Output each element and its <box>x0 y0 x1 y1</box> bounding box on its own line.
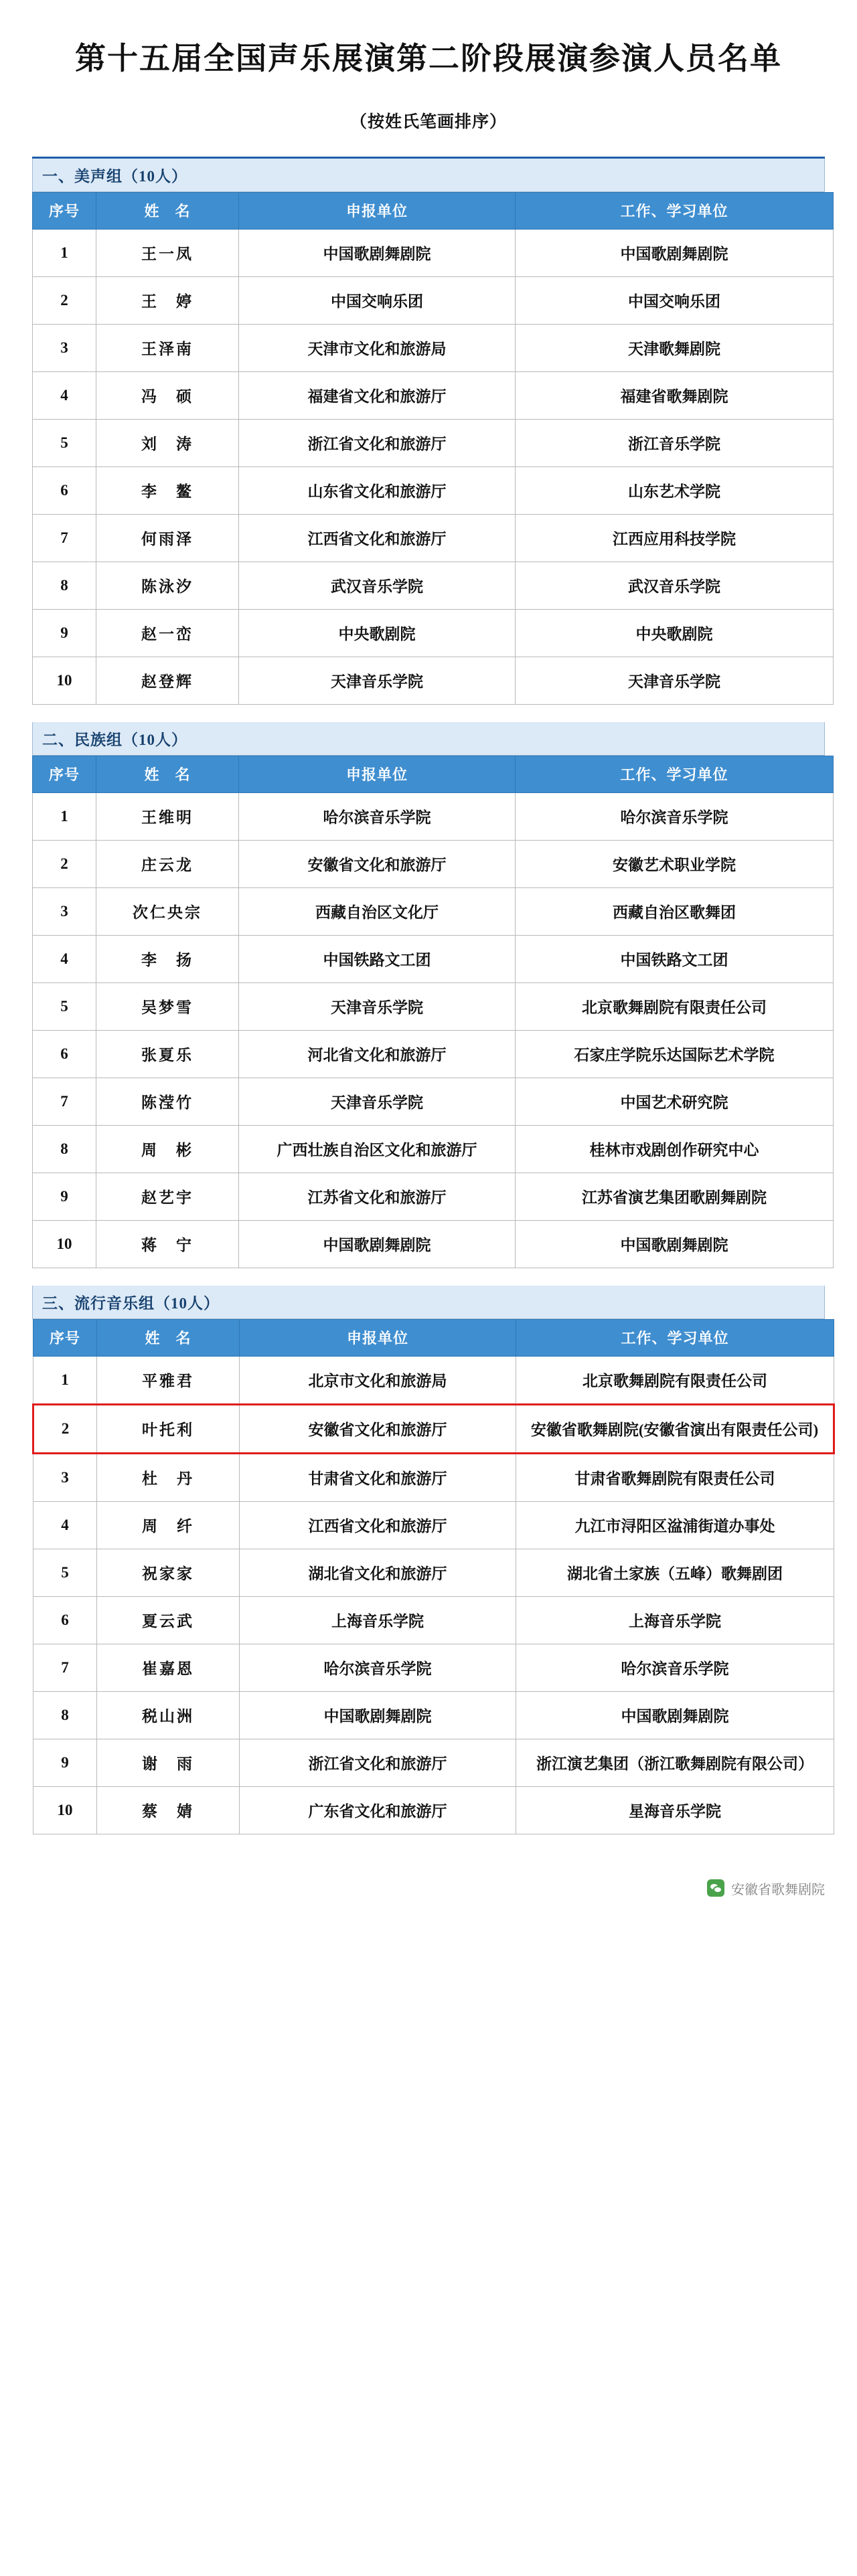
table-row <box>33 1356 834 1404</box>
column-header: 申报单位 <box>240 1319 516 1356</box>
cell-serial-number: 4 <box>33 1501 97 1549</box>
cell-person-name: 李 鳌 <box>96 466 239 514</box>
cell-person-name: 税山洲 <box>97 1691 240 1739</box>
cell-work-study-unit: 中国交响乐团 <box>516 276 834 324</box>
cell-work-study-unit: 山东艺术学院 <box>516 466 834 514</box>
cell-work-study-unit: 哈尔滨音乐学院 <box>516 792 834 840</box>
wechat-icon <box>707 1879 724 1897</box>
section-heading: 三、流行音乐组（10人） <box>32 1286 825 1319</box>
table-header-row <box>33 756 834 792</box>
cell-person-name: 叶托利 <box>97 1404 240 1453</box>
cell-person-name: 李 扬 <box>96 935 239 982</box>
page-subtitle: （按姓氏笔画排序） <box>349 112 507 131</box>
cell-serial-number: 10 <box>33 657 96 704</box>
cell-person-name: 蒋 宁 <box>96 1220 239 1268</box>
cell-work-study-unit: 浙江演艺集团（浙江歌舞剧院有限公司） <box>516 1739 834 1786</box>
cell-work-study-unit: 湖北省土家族（五峰）歌舞剧团 <box>516 1549 834 1596</box>
cell-serial-number: 6 <box>33 466 96 514</box>
cell-work-study-unit: 西藏自治区歌舞团 <box>516 887 834 935</box>
table-row <box>33 609 834 657</box>
cell-declaring-unit: 浙江省文化和旅游厅 <box>239 419 516 466</box>
cell-declaring-unit: 江西省文化和旅游厅 <box>240 1501 516 1549</box>
cell-person-name: 周 彬 <box>96 1125 239 1173</box>
cell-person-name: 庄云龙 <box>96 840 239 887</box>
cell-person-name: 王 婷 <box>96 276 239 324</box>
table-row <box>33 324 834 371</box>
sections-container <box>0 159 857 1852</box>
cell-serial-number: 7 <box>33 1078 96 1125</box>
table-row <box>33 1453 834 1501</box>
cell-work-study-unit: 福建省歌舞剧院 <box>516 371 834 419</box>
cell-serial-number: 2 <box>33 276 96 324</box>
table-row <box>33 982 834 1030</box>
cell-serial-number: 8 <box>33 1125 96 1173</box>
cell-declaring-unit: 哈尔滨音乐学院 <box>240 1644 516 1691</box>
cell-declaring-unit: 山东省文化和旅游厅 <box>239 466 516 514</box>
cell-declaring-unit: 上海音乐学院 <box>240 1596 516 1644</box>
cell-person-name: 陈滢竹 <box>96 1078 239 1125</box>
cell-person-name: 吴梦雪 <box>96 982 239 1030</box>
column-header: 申报单位 <box>239 192 516 229</box>
cell-declaring-unit: 浙江省文化和旅游厅 <box>240 1739 516 1786</box>
cell-person-name: 赵艺宇 <box>96 1173 239 1220</box>
cell-serial-number: 10 <box>33 1220 96 1268</box>
cell-serial-number: 6 <box>33 1030 96 1078</box>
cell-person-name: 杜 丹 <box>97 1453 240 1501</box>
table-row <box>33 514 834 562</box>
cell-declaring-unit: 中国交响乐团 <box>239 276 516 324</box>
table-row <box>33 840 834 887</box>
cell-serial-number: 3 <box>33 324 96 371</box>
section-spacer <box>0 1834 857 1852</box>
roster-section <box>32 159 825 705</box>
cell-work-study-unit: 九江市浔阳区湓浦街道办事处 <box>516 1501 834 1549</box>
table-row <box>33 419 834 466</box>
cell-declaring-unit: 湖北省文化和旅游厅 <box>240 1549 516 1596</box>
cell-work-study-unit: 中国铁路文工团 <box>516 935 834 982</box>
cell-serial-number: 6 <box>33 1596 97 1644</box>
table-row <box>33 371 834 419</box>
table-row <box>33 1644 834 1691</box>
footer-account-name: 安徽省歌舞剧院 <box>731 1882 825 1897</box>
cell-person-name: 赵登辉 <box>96 657 239 704</box>
cell-person-name: 赵一峦 <box>96 609 239 657</box>
column-header: 序号 <box>33 1319 97 1356</box>
table-row <box>33 229 834 276</box>
cell-serial-number: 3 <box>33 1453 97 1501</box>
section-heading: 二、民族组（10人） <box>32 722 825 756</box>
cell-serial-number: 3 <box>33 887 96 935</box>
cell-declaring-unit: 中国歌剧舞剧院 <box>240 1691 516 1739</box>
cell-declaring-unit: 武汉音乐学院 <box>239 562 516 609</box>
cell-declaring-unit: 西藏自治区文化厅 <box>239 887 516 935</box>
cell-serial-number: 1 <box>33 1356 97 1404</box>
cell-person-name: 王维明 <box>96 792 239 840</box>
cell-work-study-unit: 中国歌剧舞剧院 <box>516 1220 834 1268</box>
cell-work-study-unit: 中国艺术研究院 <box>516 1078 834 1125</box>
cell-serial-number: 5 <box>33 1549 97 1596</box>
cell-person-name: 平雅君 <box>97 1356 240 1404</box>
cell-declaring-unit: 天津音乐学院 <box>239 982 516 1030</box>
cell-serial-number: 2 <box>33 840 96 887</box>
roster-table <box>32 1319 835 1834</box>
cell-work-study-unit: 武汉音乐学院 <box>516 562 834 609</box>
column-header: 工作、学习单位 <box>516 756 834 792</box>
cell-serial-number: 8 <box>33 1691 97 1739</box>
roster-table <box>32 192 834 705</box>
cell-declaring-unit: 中国铁路文工团 <box>239 935 516 982</box>
table-row <box>33 1173 834 1220</box>
cell-declaring-unit: 安徽省文化和旅游厅 <box>240 1404 516 1453</box>
cell-work-study-unit: 安徽省歌舞剧院(安徽省演出有限责任公司) <box>516 1404 834 1453</box>
table-row <box>33 276 834 324</box>
table-row <box>33 1125 834 1173</box>
cell-declaring-unit: 中国歌剧舞剧院 <box>239 229 516 276</box>
cell-person-name: 陈泳汐 <box>96 562 239 609</box>
cell-declaring-unit: 北京市文化和旅游局 <box>240 1356 516 1404</box>
table-row <box>33 1404 834 1453</box>
cell-person-name: 刘 涛 <box>96 419 239 466</box>
cell-serial-number: 9 <box>33 609 96 657</box>
cell-serial-number: 5 <box>33 419 96 466</box>
cell-serial-number: 4 <box>33 371 96 419</box>
cell-work-study-unit: 浙江音乐学院 <box>516 419 834 466</box>
cell-declaring-unit: 天津市文化和旅游局 <box>239 324 516 371</box>
cell-work-study-unit: 北京歌舞剧院有限责任公司 <box>516 982 834 1030</box>
column-header: 序号 <box>33 756 96 792</box>
table-row <box>33 1030 834 1078</box>
cell-person-name: 次仁央宗 <box>96 887 239 935</box>
cell-person-name: 崔嘉恩 <box>97 1644 240 1691</box>
roster-section <box>32 722 825 1268</box>
cell-declaring-unit: 中国歌剧舞剧院 <box>239 1220 516 1268</box>
cell-work-study-unit: 天津歌舞剧院 <box>516 324 834 371</box>
cell-person-name: 周 纤 <box>97 1501 240 1549</box>
page-title: 第十五届全国声乐展演第二阶段展演参演人员名单 <box>75 41 782 76</box>
cell-declaring-unit: 广西壮族自治区文化和旅游厅 <box>239 1125 516 1173</box>
cell-declaring-unit: 天津音乐学院 <box>239 1078 516 1125</box>
cell-work-study-unit: 桂林市戏剧创作研究中心 <box>516 1125 834 1173</box>
column-header: 姓 名 <box>97 1319 240 1356</box>
column-header: 姓 名 <box>96 192 239 229</box>
cell-serial-number: 1 <box>33 792 96 840</box>
footer-credit <box>32 1879 825 1898</box>
table-row <box>33 935 834 982</box>
cell-serial-number: 4 <box>33 935 96 982</box>
cell-declaring-unit: 哈尔滨音乐学院 <box>239 792 516 840</box>
cell-declaring-unit: 福建省文化和旅游厅 <box>239 371 516 419</box>
cell-declaring-unit: 江苏省文化和旅游厅 <box>239 1173 516 1220</box>
cell-declaring-unit: 广东省文化和旅游厅 <box>240 1786 516 1834</box>
cell-person-name: 蔡 婧 <box>97 1786 240 1834</box>
cell-person-name: 王一凤 <box>96 229 239 276</box>
title-block <box>0 0 857 133</box>
cell-work-study-unit: 中国歌剧舞剧院 <box>516 1691 834 1739</box>
cell-person-name: 谢 雨 <box>97 1739 240 1786</box>
cell-person-name: 何雨泽 <box>96 514 239 562</box>
cell-declaring-unit: 河北省文化和旅游厅 <box>239 1030 516 1078</box>
cell-declaring-unit: 安徽省文化和旅游厅 <box>239 840 516 887</box>
table-row <box>33 1078 834 1125</box>
column-header: 工作、学习单位 <box>516 192 834 229</box>
roster-table <box>32 756 834 1268</box>
table-header-row <box>33 192 834 229</box>
cell-serial-number: 8 <box>33 562 96 609</box>
cell-work-study-unit: 北京歌舞剧院有限责任公司 <box>516 1356 834 1404</box>
cell-serial-number: 5 <box>33 982 96 1030</box>
cell-declaring-unit: 江西省文化和旅游厅 <box>239 514 516 562</box>
cell-work-study-unit: 江苏省演艺集团歌剧舞剧院 <box>516 1173 834 1220</box>
cell-serial-number: 7 <box>33 514 96 562</box>
cell-declaring-unit: 中央歌剧院 <box>239 609 516 657</box>
cell-declaring-unit: 甘肃省文化和旅游厅 <box>240 1453 516 1501</box>
section-heading: 一、美声组（10人） <box>32 159 825 192</box>
cell-declaring-unit: 天津音乐学院 <box>239 657 516 704</box>
cell-serial-number: 2 <box>33 1404 97 1453</box>
cell-person-name: 冯 硕 <box>96 371 239 419</box>
table-row <box>33 466 834 514</box>
cell-work-study-unit: 中国歌剧舞剧院 <box>516 229 834 276</box>
table-row <box>33 657 834 704</box>
column-header: 工作、学习单位 <box>516 1319 834 1356</box>
cell-serial-number: 9 <box>33 1739 97 1786</box>
table-row <box>33 1549 834 1596</box>
cell-work-study-unit: 安徽艺术职业学院 <box>516 840 834 887</box>
table-row <box>33 1786 834 1834</box>
table-row <box>33 792 834 840</box>
cell-work-study-unit: 上海音乐学院 <box>516 1596 834 1644</box>
table-row <box>33 1739 834 1786</box>
cell-person-name: 张夏乐 <box>96 1030 239 1078</box>
cell-work-study-unit: 中央歌剧院 <box>516 609 834 657</box>
table-row <box>33 1691 834 1739</box>
cell-work-study-unit: 天津音乐学院 <box>516 657 834 704</box>
cell-person-name: 祝家家 <box>97 1549 240 1596</box>
cell-serial-number: 1 <box>33 229 96 276</box>
table-row <box>33 562 834 609</box>
table-header-row <box>33 1319 834 1356</box>
table-row <box>33 1220 834 1268</box>
section-spacer <box>0 1268 857 1286</box>
cell-serial-number: 9 <box>33 1173 96 1220</box>
cell-work-study-unit: 甘肃省歌舞剧院有限责任公司 <box>516 1453 834 1501</box>
column-header: 申报单位 <box>239 756 516 792</box>
section-spacer <box>0 705 857 722</box>
cell-work-study-unit: 江西应用科技学院 <box>516 514 834 562</box>
cell-person-name: 夏云武 <box>97 1596 240 1644</box>
column-header: 姓 名 <box>96 756 239 792</box>
roster-section <box>32 1286 825 1834</box>
cell-serial-number: 7 <box>33 1644 97 1691</box>
table-row <box>33 1501 834 1549</box>
cell-person-name: 王泽南 <box>96 324 239 371</box>
table-row <box>33 1596 834 1644</box>
cell-work-study-unit: 哈尔滨音乐学院 <box>516 1644 834 1691</box>
cell-work-study-unit: 星海音乐学院 <box>516 1786 834 1834</box>
table-row <box>33 887 834 935</box>
cell-work-study-unit: 石家庄学院乐达国际艺术学院 <box>516 1030 834 1078</box>
column-header: 序号 <box>33 192 96 229</box>
cell-serial-number: 10 <box>33 1786 97 1834</box>
